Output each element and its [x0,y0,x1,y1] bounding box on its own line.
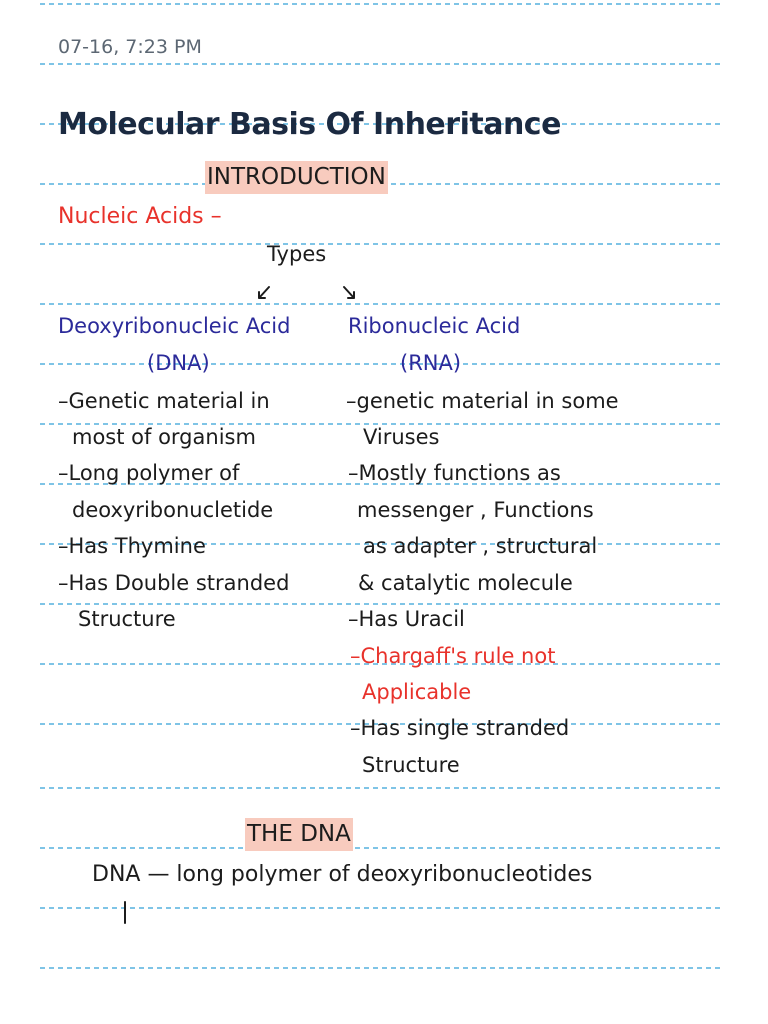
dna-column-abbr: (DNA) [147,351,210,375]
rna-point: Viruses [363,425,440,449]
dna-column-name: Deoxyribonucleic Acid [58,314,291,338]
rna-point: –Mostly functions as [348,461,561,485]
rna-point-chargaff: –Chargaff's rule not [350,644,556,668]
note-title: Molecular Basis Of Inheritance [58,107,561,142]
rna-column-name: Ribonucleic Acid [348,314,521,338]
rna-point: –genetic material in some [346,389,619,413]
types-label: Types [267,242,327,266]
note-timestamp: 07-16, 7:23 PM [58,36,202,58]
dna-point: deoxyribonucletide [72,498,274,522]
dna-point: –Long polymer of [58,461,240,485]
section-heading-the-dna [245,823,353,846]
nucleic-acids-heading: Nucleic Acids – [58,204,222,229]
dna-point: most of organism [72,425,256,449]
rna-point: & catalytic molecule [358,571,573,595]
rna-column-abbr: (RNA) [400,351,462,375]
highlight-the-dna: THE DNA [245,818,353,851]
dna-point: –Has Double stranded [58,571,290,595]
dna-definition: DNA — long polymer of deoxyribonucleotides [92,862,593,887]
rna-point: as adapter , structural [363,534,598,558]
dna-point: Structure [78,607,176,631]
dna-point: –Has Thymine [58,534,206,558]
rna-point: –Has Uracil [348,607,465,631]
rna-point: Structure [362,753,460,777]
arrow-right-icon [340,284,360,302]
vertical-stroke-icon [121,899,129,927]
rna-point: –Has single stranded [350,716,570,740]
arrow-left-icon [254,284,274,302]
rna-point: messenger , Functions [357,498,594,522]
dna-point: –Genetic material in [58,389,270,413]
highlight-introduction: INTRODUCTION [205,161,388,194]
section-heading-introduction [205,166,388,189]
rna-point-chargaff: Applicable [362,680,472,704]
